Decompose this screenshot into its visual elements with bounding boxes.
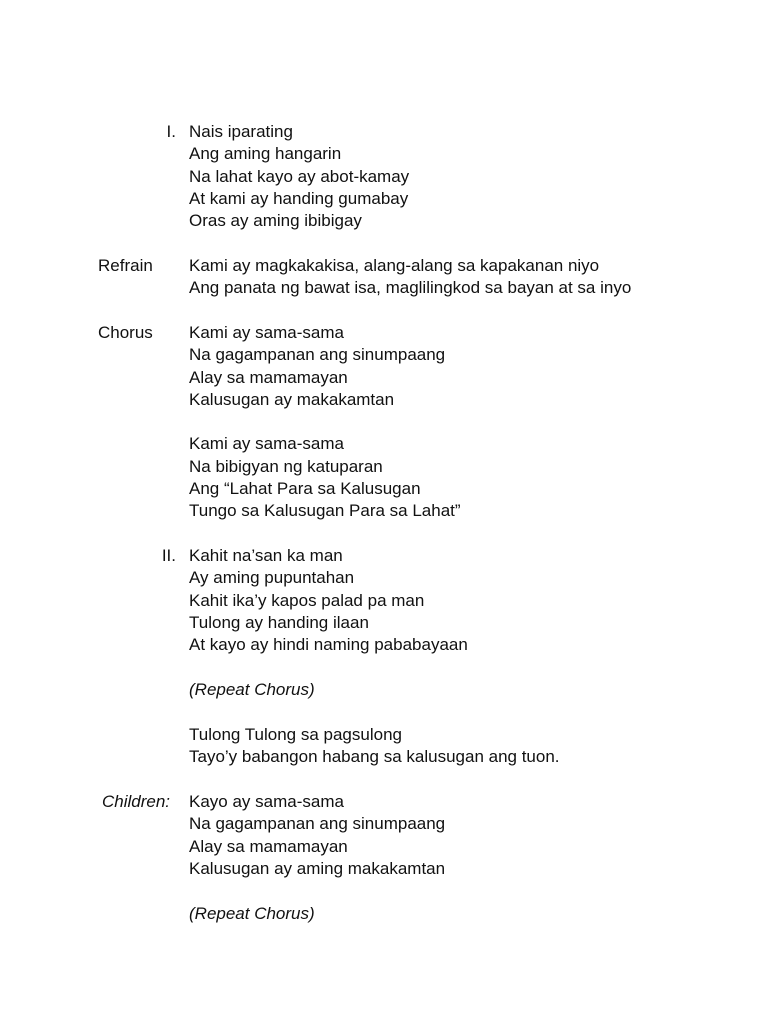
refrain-line-2: Ang panata ng bawat isa, maglilingkod sa bayan at sa inyo: [189, 278, 632, 297]
chorus-b-line-1: Kami ay sama-sama: [189, 434, 344, 453]
verse-2-marker: II.: [161, 546, 176, 565]
verse-1-line-1: Nais iparating: [189, 122, 293, 141]
verse-2-line-4: Tulong ay handing ilaan: [189, 613, 369, 632]
chorus-b-line-2: Na bibigyan ng katuparan: [189, 457, 383, 476]
verse-1-line-2: Ang aming hangarin: [189, 144, 342, 163]
children-line-4: Kalusugan ay aming makakamtan: [189, 859, 446, 878]
children-repeat-chorus: (Repeat Chorus): [189, 904, 315, 923]
verse-2-line-1: Kahit na’san ka man: [189, 546, 343, 565]
children-line-1: Kayo ay sama-sama: [189, 792, 344, 811]
verse-1-line-3: Na lahat kayo ay abot-kamay: [189, 167, 410, 186]
chorus-b-line-4: Tungo sa Kalusugan Para sa Lahat”: [189, 501, 461, 520]
verse-2-repeat-chorus: (Repeat Chorus): [189, 680, 315, 699]
bridge-line-1: Tulong Tulong sa pagsulong: [189, 725, 402, 744]
verse-2-line-3: Kahit ika’y kapos palad pa man: [189, 591, 425, 610]
children-line-2: Na gagampanan ang sinumpaang: [189, 814, 446, 833]
chorus-a-line-3: Alay sa mamamayan: [189, 368, 348, 387]
verse-1-line-4: At kami ay handing gumabay: [189, 189, 409, 208]
children-label: Children:: [102, 792, 171, 811]
chorus-a-line-4: Kalusugan ay makakamtan: [189, 390, 395, 409]
chorus-a-line-2: Na gagampanan ang sinumpaang: [189, 345, 446, 364]
refrain-label: Refrain: [98, 256, 153, 275]
verse-1-marker: I.: [166, 122, 176, 141]
bridge-line-2: Tayo’y babangon habang sa kalusugan ang tuon.: [189, 747, 560, 766]
verse-1-line-5: Oras ay aming ibibigay: [189, 211, 362, 230]
verse-2-line-2: Ay aming pupuntahan: [189, 568, 355, 587]
chorus-a-line-1: Kami ay sama-sama: [189, 323, 344, 342]
verse-2-line-5: At kayo ay hindi naming pababayaan: [189, 635, 468, 654]
children-line-3: Alay sa mamamayan: [189, 837, 348, 856]
chorus-b-line-3: Ang “Lahat Para sa Kalusugan: [189, 479, 421, 498]
chorus-label: Chorus: [98, 323, 153, 342]
refrain-line-1: Kami ay magkakakisa, alang-alang sa kapakanan niyo: [189, 256, 600, 275]
